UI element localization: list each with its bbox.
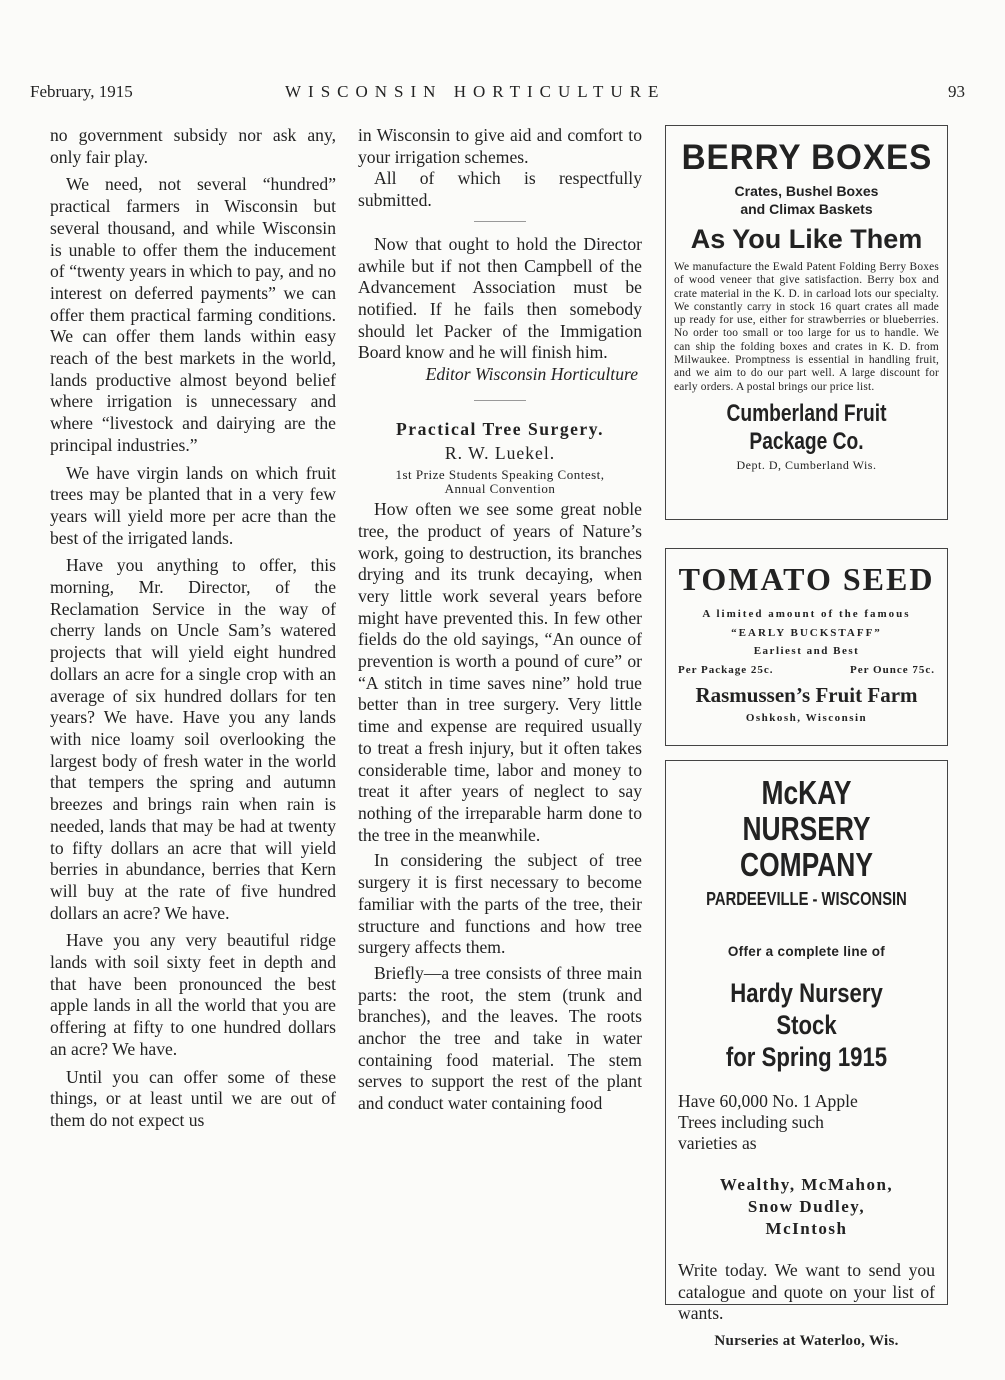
ad-headline: TOMATO SEED: [678, 561, 935, 597]
ad-address: Oshkosh, Wisconsin: [745, 712, 868, 724]
paragraph: no government subsidy nor ask any, only fair play.: [50, 125, 336, 167]
ad-line: Earliest and Best: [753, 645, 860, 657]
price-package: Per Package 25c.: [678, 664, 774, 676]
ad-apple-text: Have 60,000 No. 1 Apple Trees including such varieties as: [678, 1091, 858, 1153]
paragraph: How often we see some great noble tree, the product of years of Nature’s work, going to destruction, its branches drying and its trunk decaying, when very little work several years before might have prevented this. In few other fields do the old sayings, “An ounce of prevention is worth a pound of cure” or “A stitch in time saves nine” hold true better than in tree surgery. Very little time and expense are required usually to treat a fresh injury, but it often takes considerable time, labor and money to treat it after years of neglect to say nothing of the irreparable harm done to the tree in the meanwhile.: [358, 499, 642, 845]
ad-headline: BERRY BOXES: [681, 138, 932, 177]
divider: [474, 400, 526, 401]
paragraph: Have you any very beautiful ridge lands with soil sixty feet in depth and that have been pronounced the best apple lands in all the world that you are offering at fifty to one hundred dollars an acre? We have.: [50, 930, 336, 1059]
ad-offer: Offer a complete line of: [727, 944, 886, 959]
editor-signature: Editor Wisconsin Horticulture: [425, 364, 638, 385]
ad-varieties: Wealthy, McMahon, Snow Dudley, McIntosh: [719, 1175, 894, 1238]
ad-footer: Nurseries at Waterloo, Wis.: [714, 1332, 899, 1349]
ad-location: PARDEEVILLE - WISCONSIN: [706, 889, 907, 909]
ad-line: “EARLY BUCKSTAFF”: [731, 627, 882, 639]
ad-subline: Crates, Bushel Boxes: [734, 183, 879, 199]
text-column-middle: [358, 125, 642, 1115]
tomato-seed-ad: [665, 548, 948, 746]
page-header: [30, 82, 965, 106]
ad-company: Cumberland Fruit Package Co.: [726, 399, 887, 455]
paragraph: We need, not several “hundred” practical farmers in Wisconsin but several thousand, and while Wisconsin is unable to offer them the inducement of “twenty years in which to pay, and no interest on deferred payments” we can offer them practical farming conditions. We can offer them lands within easy reach of the best markets in the world, lands productive almost beyond belief where irrigation is unnecessary and where “livestock and dairying are the principal industries.”: [50, 174, 336, 455]
berry-boxes-ad: [665, 125, 948, 520]
paragraph: All of which is respectfully submitted.: [358, 168, 642, 211]
ad-slogan: As You Like Them: [690, 224, 923, 254]
ad-address: Dept. D, Cumberland Wis.: [736, 457, 877, 472]
ad-headline: McKAY NURSERY COMPANY: [740, 774, 873, 883]
text-column-left: [50, 125, 336, 1132]
ad-company: Rasmussen’s Fruit Farm: [695, 683, 918, 707]
paragraph: In considering the subject of tree surgery it is first necessary to become familiar with the parts of the tree, their structure and functions and how tree surgery affects them.: [358, 850, 642, 958]
ad-product: Hardy Nursery Stock for Spring 1915: [725, 978, 888, 1072]
article-author: R. W. Luekel.: [444, 443, 556, 464]
paragraph: Until you can offer some of these things, or at least until we are out of them do not expect us: [50, 1066, 336, 1130]
divider: [474, 221, 526, 222]
article-subtitle: 1st Prize Students Speaking Contest, Annual Convention: [395, 467, 605, 497]
paragraph: Now that ought to hold the Director awhile but if not then Campbell of the Advancement Association must be notified. If he fails then somebody should let Packer of the Immigation Board know and he will finish him.: [358, 233, 642, 363]
ad-body: We manufacture the Ewald Patent Folding Berry Boxes of wood veneer that give satisfaction. Berry box and crate material in the K. D. in carload lots our specialty. We constantly carry in stock 16 quart crates all made up ready for use, either for strawberries or blueberries. No order too small or too large for us to handle. We can ship the folding boxes and crates in K. D. from Milwaukee. Promptness is essential in handling fruit, and we aim to do our part well. A large discount for early orders. A postal brings our price list.: [674, 261, 939, 393]
ad-subline: and Climax Baskets: [740, 201, 873, 217]
journal-title: WISCONSIN HORTICULTURE: [285, 82, 666, 101]
paragraph: Briefly—a tree consists of three main parts: the root, the stem (trunk and branches), and the leaves. The roots anchor the tree and take in water containing food material. The stem serves to support the rest of the plant and conduct water containing food: [358, 962, 642, 1114]
ad-line: A limited amount of the famous: [702, 608, 911, 620]
ad-write-text: Write today. We want to send you catalogue and quote on your list of wants.: [678, 1260, 935, 1323]
mckay-nursery-ad: [665, 760, 948, 1349]
paragraph: Have you anything to offer, this morning, Mr. Director, of the Reclamation Service in the way of cherry lands on Uncle Sam’s watered projects that will yield eight hundred dollars an acre for a single crop with an average of six hundred dollars for ten years? We have. Have you any lands with nice loamy soil overlooking the largest body of fresh water in the world that tempers the spring and autumn breezes and brings rain when rain is needed, lands that may be had at twenty to fifty dollars an acre that will yield berries in abundance, berries that Kern will buy at the rate of five hundred dollars an acre? We have.: [50, 555, 336, 923]
article-title: Practical Tree Surgery.: [396, 418, 604, 439]
ad-prices: [674, 664, 939, 676]
price-ounce: Per Ounce 75c.: [850, 664, 935, 676]
paragraph: in Wisconsin to give aid and comfort to your irrigation schemes.: [358, 125, 642, 167]
issue-date: February, 1915: [30, 82, 133, 101]
paragraph: We have virgin lands on which fruit trees may be planted that in a very few years will yield more per acre than the best of the irrigated lands.: [50, 462, 336, 548]
page-number: 93: [948, 82, 965, 101]
